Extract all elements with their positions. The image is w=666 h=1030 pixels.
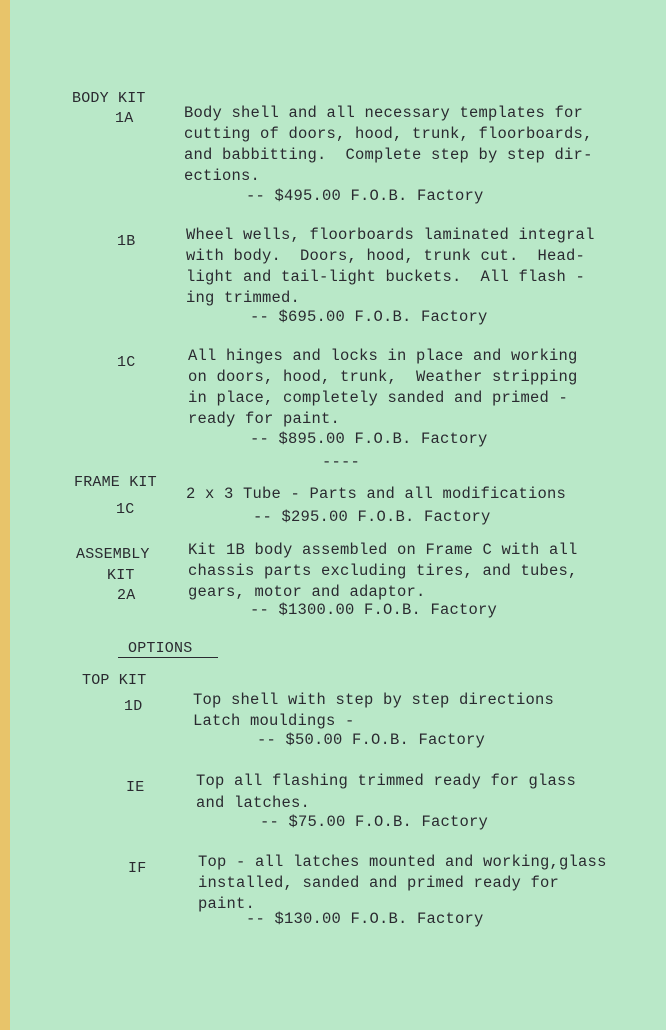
- item-1b-line: Wheel wells, floorboards laminated integral: [186, 226, 595, 244]
- item-ie-price: -- $75.00 F.O.B. Factory: [260, 813, 489, 831]
- frame-kit-code: 1C: [116, 501, 135, 518]
- item-1c-line: in place, completely sanded and primed -: [188, 389, 569, 407]
- item-ie-line: and latches.: [196, 794, 311, 812]
- item-1b-price: -- $695.00 F.O.B. Factory: [250, 308, 488, 326]
- item-code-1a: 1A: [115, 110, 134, 127]
- item-code-1b: 1B: [117, 233, 136, 250]
- item-1d-price: -- $50.00 F.O.B. Factory: [257, 731, 486, 749]
- item-code-ie: IE: [126, 779, 145, 796]
- assembly-kit-heading: ASSEMBLY: [76, 546, 150, 563]
- assembly-kit-code: 2A: [117, 587, 136, 604]
- assembly-kit-line: Kit 1B body assembled on Frame C with all: [188, 541, 578, 559]
- item-ie-line: Top all flashing trimmed ready for glass: [196, 772, 577, 790]
- item-1a-line: ections.: [184, 167, 261, 185]
- body-kit-heading: BODY KIT: [72, 90, 146, 107]
- item-if-line: paint.: [198, 895, 256, 913]
- item-code-1d: 1D: [124, 698, 143, 715]
- item-if-price: -- $130.00 F.O.B. Factory: [246, 910, 484, 928]
- item-if-line: Top - all latches mounted and working,glass: [198, 853, 607, 871]
- frame-kit-line: 2 x 3 Tube - Parts and all modifications: [186, 485, 567, 503]
- item-1a-line: and babbitting. Complete step by step dir-: [184, 146, 593, 164]
- item-1b-line: light and tail-light buckets. All flash -: [186, 268, 586, 286]
- item-code-if: IF: [128, 860, 147, 877]
- assembly-kit-line: chassis parts excluding tires, and tubes,: [188, 562, 578, 580]
- section-divider: ----: [322, 453, 361, 471]
- item-1b-line: ing trimmed.: [186, 289, 301, 307]
- item-1c-line: on doors, hood, trunk, Weather stripping: [188, 368, 578, 386]
- item-1b-line: with body. Doors, hood, trunk cut. Head-: [186, 247, 586, 265]
- options-heading: OPTIONS: [128, 640, 193, 657]
- top-kit-heading: TOP KIT: [82, 672, 147, 689]
- item-code-1c: 1C: [117, 354, 136, 371]
- item-1a-line: cutting of doors, hood, trunk, floorboards,: [184, 125, 593, 143]
- assembly-kit-heading-2: KIT: [107, 567, 135, 584]
- item-1a-line: Body shell and all necessary templates for: [184, 104, 584, 122]
- frame-kit-heading: FRAME KIT: [74, 474, 157, 491]
- assembly-kit-line: gears, motor and adaptor.: [188, 583, 426, 601]
- item-1a-price: -- $495.00 F.O.B. Factory: [246, 187, 484, 205]
- item-1d-line: Top shell with step by step directions: [193, 691, 555, 709]
- options-underline: [118, 657, 218, 658]
- item-1c-line: ready for paint.: [188, 410, 341, 428]
- item-if-line: installed, sanded and primed ready for: [198, 874, 560, 892]
- item-1c-line: All hinges and locks in place and working: [188, 347, 578, 365]
- assembly-kit-price: -- $1300.00 F.O.B. Factory: [250, 601, 498, 619]
- frame-kit-price: -- $295.00 F.O.B. Factory: [253, 508, 491, 526]
- item-1c-price: -- $895.00 F.O.B. Factory: [250, 430, 488, 448]
- item-1d-line: Latch mouldings -: [193, 712, 355, 730]
- catalog-page: [10, 0, 666, 1030]
